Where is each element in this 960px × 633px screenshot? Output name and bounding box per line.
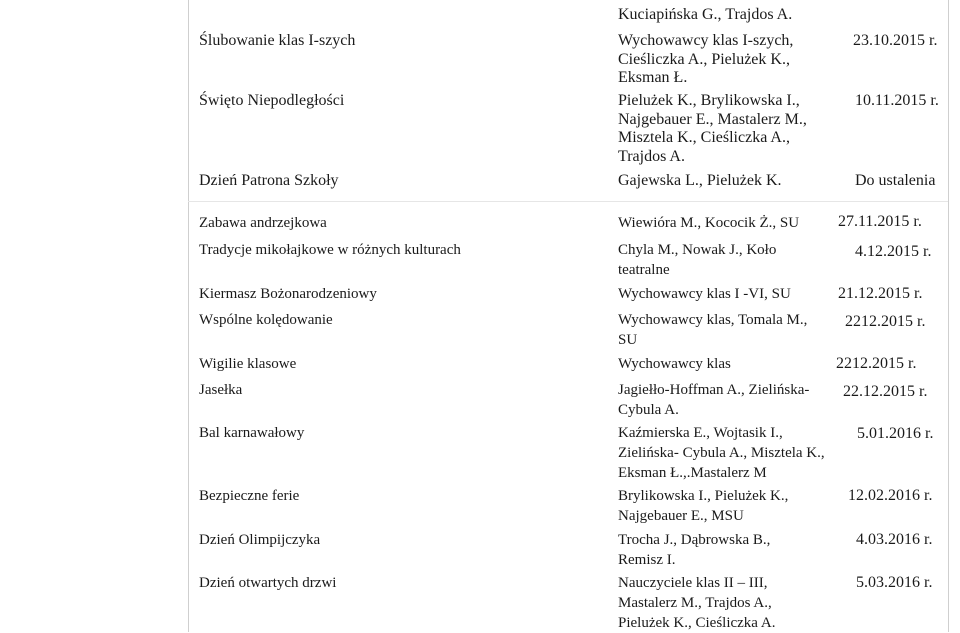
date-cell: 5.03.2016 r. <box>856 574 933 591</box>
people-cell: Jagiełło-Hoffman A., Zielińska-Cybula A. <box>618 382 810 418</box>
event-cell: Bezpieczne ferie <box>199 488 300 504</box>
date-cell: 2212.2015 r. <box>845 313 926 330</box>
date-cell: 12.02.2016 r. <box>848 487 933 504</box>
date-cell: 22.12.2015 r. <box>843 383 928 400</box>
people-cell: Wiewióra M., Kococik Ż., SU <box>618 215 800 231</box>
people-cell: Kuciapińska G., Trajdos A. <box>618 6 793 23</box>
people-cell: Wychowawcy klas I -VI, SU <box>618 286 791 302</box>
people-cell: Kaźmierska E., Wojtasik I., Zielińska- Cybula A., Misztela K., Eksman Ł.,.Mastalerz M <box>618 425 825 481</box>
date-cell: 5.01.2016 r. <box>857 425 934 442</box>
people-cell: Wychowawcy klas, Tomala M., SU <box>618 312 808 348</box>
event-cell: Bal karnawałowy <box>199 425 305 441</box>
event-cell: Ślubowanie klas I-szych <box>199 32 356 49</box>
date-cell: 23.10.2015 r. <box>853 32 938 49</box>
people-cell: Trocha J., Dąbrowska B., Remisz I. <box>618 532 771 568</box>
date-cell: 4.12.2015 r. <box>855 243 932 260</box>
date-cell: 21.12.2015 r. <box>838 285 923 302</box>
event-cell: Dzień Patrona Szkoły <box>199 172 339 189</box>
people-cell: Pielużek K., Brylikowska I., Najgebauer E., Mastalerz M., Misztela K., Cieśliczka A., Trajdos A. <box>618 92 807 165</box>
people-cell: Brylikowska I., Pielużek K., Najgebauer E., MSU <box>618 488 789 524</box>
event-cell: Tradycje mikołajkowe w różnych kulturach <box>199 242 461 258</box>
people-cell: Wychowawcy klas <box>618 356 731 372</box>
date-cell: 2212.2015 r. <box>836 355 917 372</box>
people-cell: Chyla M., Nowak J., Koło teatralne <box>618 242 777 278</box>
table-border-left <box>188 0 189 632</box>
event-cell: Jasełka <box>199 382 243 398</box>
event-cell: Wspólne kolędowanie <box>199 312 333 328</box>
event-cell: Zabawa andrzejkowa <box>199 215 327 231</box>
date-cell: 10.11.2015 r. <box>855 92 939 109</box>
people-cell: Nauczyciele klas II – III, Mastalerz M., Trajdos A., Pielużek K., Cieśliczka A. <box>618 575 776 631</box>
event-cell: Dzień otwartych drzwi <box>199 575 337 591</box>
event-cell: Dzień Olimpijczyka <box>199 532 321 548</box>
event-cell: Kiermasz Bożonarodzeniowy <box>199 286 377 302</box>
table-border-right <box>948 0 949 632</box>
date-cell: Do ustalenia <box>855 172 936 189</box>
people-cell: Wychowawcy klas I-szych, Cieśliczka A., Pielużek K., Eksman Ł. <box>618 32 794 86</box>
date-cell: 4.03.2016 r. <box>856 531 933 548</box>
event-cell: Święto Niepodległości <box>199 92 345 109</box>
people-cell: Gajewska L., Pielużek K. <box>618 172 782 189</box>
event-cell: Wigilie klasowe <box>199 356 297 372</box>
table-divider <box>188 201 948 202</box>
date-cell: 27.11.2015 r. <box>838 213 922 230</box>
